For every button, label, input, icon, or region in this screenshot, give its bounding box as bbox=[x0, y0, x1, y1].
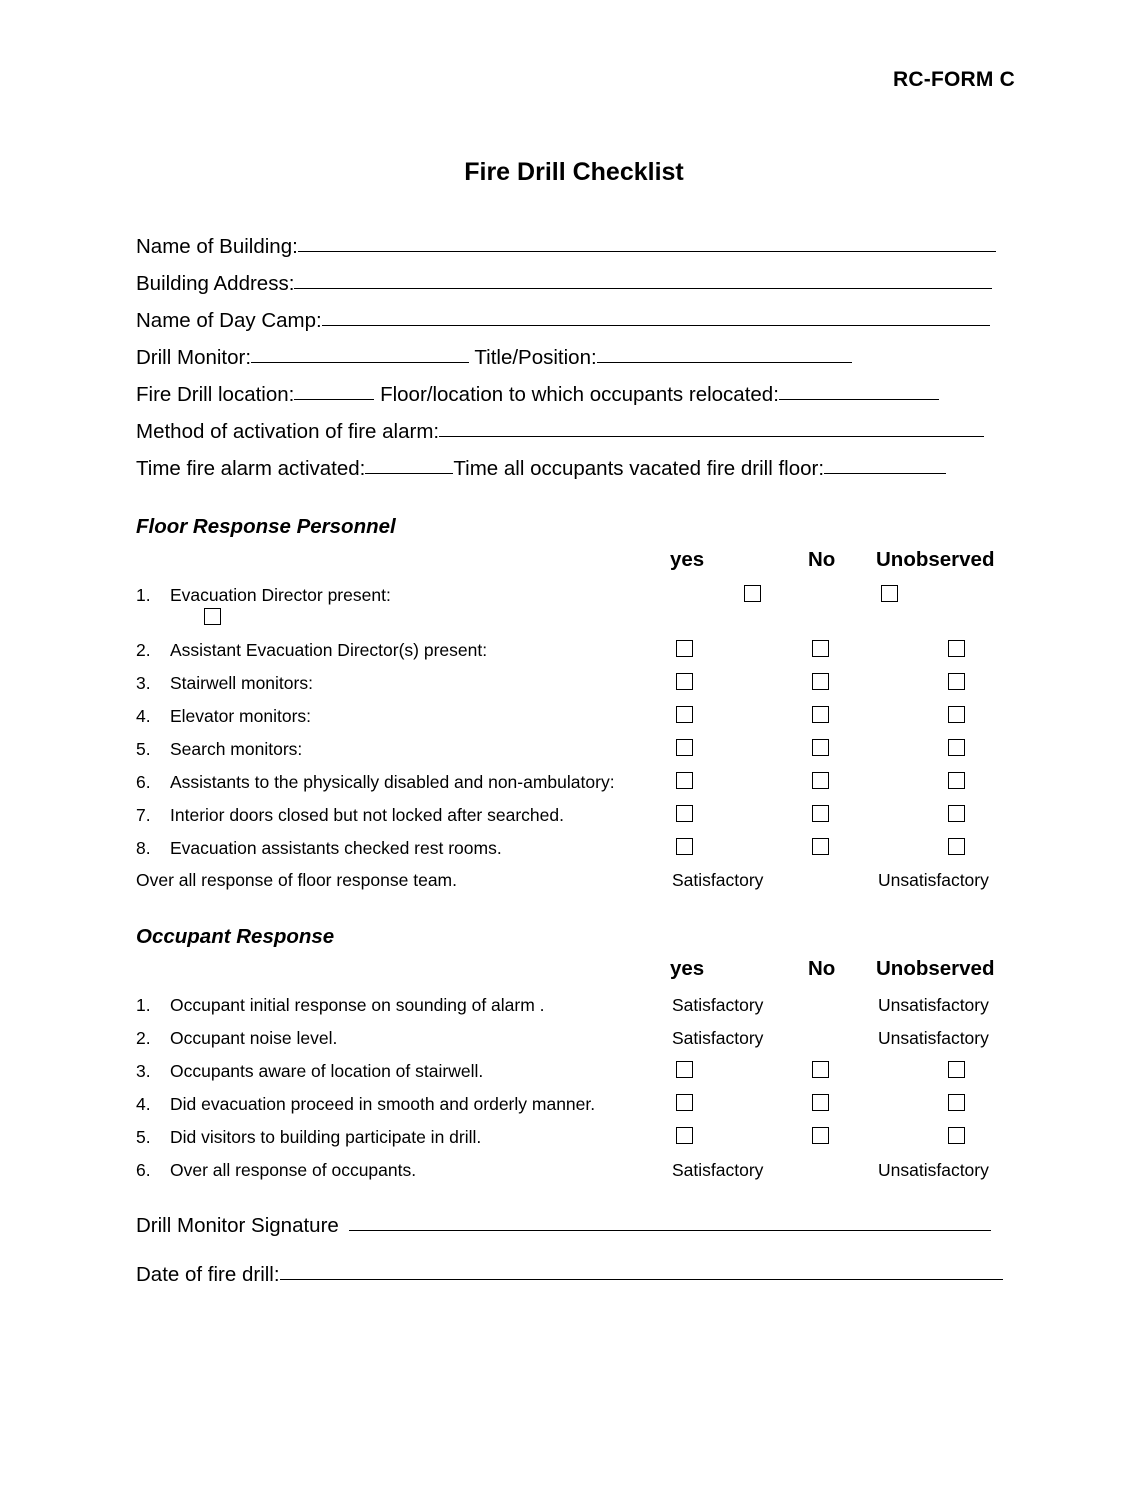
checkbox-unobserved[interactable] bbox=[948, 1094, 965, 1111]
field-name-of-building bbox=[136, 228, 1018, 265]
row-label: Interior doors closed but not locked after searched. bbox=[170, 805, 564, 825]
field-label-title-position: Title/Position: bbox=[474, 346, 597, 369]
row-number: 1. bbox=[136, 995, 151, 1015]
row-number: 7. bbox=[136, 805, 151, 825]
title-position-input[interactable] bbox=[597, 345, 852, 363]
method-of-activation-input[interactable] bbox=[439, 419, 984, 437]
column-header-yes-occupant: yes bbox=[670, 957, 705, 980]
row-number: 6. bbox=[136, 772, 151, 792]
row-number: 2. bbox=[136, 640, 151, 660]
time-vacated-input[interactable] bbox=[824, 456, 946, 474]
field-label: Date of fire drill: bbox=[136, 1263, 280, 1286]
row-label: Assistants to the physically disabled and non-ambulatory: bbox=[170, 772, 615, 792]
column-header-unobserved-floor: Unobserved bbox=[876, 548, 995, 571]
column-header-yes-floor: yes bbox=[670, 548, 705, 571]
row-number: 3. bbox=[136, 1061, 151, 1081]
checkbox-no[interactable] bbox=[812, 1127, 829, 1144]
row-number: 4. bbox=[136, 706, 151, 726]
section-heading-occupant-response: Occupant Response bbox=[136, 925, 335, 948]
row-label: Search monitors: bbox=[170, 739, 303, 759]
building-address-input[interactable] bbox=[294, 271, 992, 289]
field-name-of-day-camp bbox=[136, 302, 1018, 339]
name-of-day-camp-input[interactable] bbox=[322, 308, 990, 326]
checkbox-no[interactable] bbox=[812, 739, 829, 756]
field-label: Drill Monitor: bbox=[136, 346, 252, 369]
field-label-floor-relocated: Floor/location to which occupants relocated: bbox=[380, 383, 779, 406]
column-header-no-floor: No bbox=[808, 548, 836, 571]
checkbox-yes[interactable] bbox=[676, 805, 693, 822]
field-label: Drill Monitor Signature bbox=[136, 1214, 339, 1237]
column-header-no-occupant: No bbox=[808, 957, 836, 980]
row-number: 2. bbox=[136, 1028, 151, 1048]
row-number: 8. bbox=[136, 838, 151, 858]
checkbox-unobserved[interactable] bbox=[948, 1127, 965, 1144]
checkbox-yes[interactable] bbox=[676, 1127, 693, 1144]
checkbox-no[interactable] bbox=[812, 838, 829, 855]
checkbox-yes[interactable] bbox=[676, 1094, 693, 1111]
field-label: Method of activation of fire alarm: bbox=[136, 420, 440, 443]
fire-drill-location-input[interactable] bbox=[294, 382, 374, 400]
row-number: 4. bbox=[136, 1094, 151, 1114]
field-time-alarm bbox=[136, 450, 1018, 487]
checkbox-no[interactable] bbox=[812, 772, 829, 789]
checkbox-unobserved[interactable] bbox=[948, 805, 965, 822]
checkbox-unobserved[interactable] bbox=[948, 673, 965, 690]
row-label: Occupant noise level. bbox=[170, 1028, 338, 1048]
rating-unsatisfactory[interactable]: Unsatisfactory bbox=[878, 1160, 989, 1180]
row-number: 3. bbox=[136, 673, 151, 693]
field-label: Fire Drill location: bbox=[136, 383, 295, 406]
checkbox-yes[interactable] bbox=[676, 838, 693, 855]
field-building-address bbox=[136, 265, 1018, 302]
rating-unsatisfactory[interactable]: Unsatisfactory bbox=[878, 870, 989, 890]
field-method-of-activation bbox=[136, 413, 1018, 450]
rating-satisfactory[interactable]: Satisfactory bbox=[672, 1028, 764, 1048]
rating-unsatisfactory[interactable]: Unsatisfactory bbox=[878, 1028, 989, 1048]
rating-satisfactory[interactable]: Satisfactory bbox=[672, 870, 764, 890]
checkbox-yes[interactable] bbox=[676, 640, 693, 657]
rating-satisfactory[interactable]: Satisfactory bbox=[672, 995, 764, 1015]
row-number: 1. bbox=[136, 585, 151, 605]
row-label: Over all response of floor response team. bbox=[136, 870, 457, 890]
field-label: Time fire alarm activated: bbox=[136, 457, 366, 480]
checkbox-no[interactable] bbox=[812, 673, 829, 690]
checkbox-unobserved[interactable] bbox=[948, 739, 965, 756]
field-fire-drill-location bbox=[136, 376, 1018, 413]
row-label: Elevator monitors: bbox=[170, 706, 312, 726]
row-number: 5. bbox=[136, 1127, 151, 1147]
form-fields bbox=[136, 228, 1018, 487]
floor-relocated-input[interactable] bbox=[779, 382, 939, 400]
field-drill-monitor bbox=[136, 339, 1018, 376]
section-heading-floor-response: Floor Response Personnel bbox=[136, 515, 396, 538]
row-label: Did evacuation proceed in smooth and orderly manner. bbox=[170, 1094, 596, 1114]
checkbox-yes[interactable] bbox=[744, 585, 761, 602]
checkbox-yes[interactable] bbox=[676, 706, 693, 723]
checkbox-no[interactable] bbox=[881, 585, 898, 602]
checkbox-no[interactable] bbox=[812, 1061, 829, 1078]
column-header-unobserved-occupant: Unobserved bbox=[876, 957, 995, 980]
checkbox-unobserved[interactable] bbox=[948, 640, 965, 657]
rating-unsatisfactory[interactable]: Unsatisfactory bbox=[878, 995, 989, 1015]
row-label: Assistant Evacuation Director(s) present: bbox=[170, 640, 488, 660]
row-label: Evacuation assistants checked rest rooms. bbox=[170, 838, 502, 858]
checkbox-yes[interactable] bbox=[676, 772, 693, 789]
checkbox-unobserved[interactable] bbox=[948, 1061, 965, 1078]
row-number: 6. bbox=[136, 1160, 151, 1180]
checkbox-unobserved[interactable] bbox=[948, 772, 965, 789]
row-label: Stairwell monitors: bbox=[170, 673, 313, 693]
row-label: Over all response of occupants. bbox=[170, 1160, 417, 1180]
row-label: Did visitors to building participate in drill. bbox=[170, 1127, 482, 1147]
rating-satisfactory[interactable]: Satisfactory bbox=[672, 1160, 764, 1180]
drill-monitor-input[interactable] bbox=[251, 345, 469, 363]
field-label-time-vacated: Time all occupants vacated fire drill floor: bbox=[453, 457, 825, 480]
checkbox-no[interactable] bbox=[812, 640, 829, 657]
field-label: Building Address: bbox=[136, 272, 295, 295]
checkbox-unobserved[interactable] bbox=[948, 838, 965, 855]
row-label: Occupants aware of location of stairwell. bbox=[170, 1061, 484, 1081]
checkbox-no[interactable] bbox=[812, 805, 829, 822]
row-number: 5. bbox=[136, 739, 151, 759]
row-label: Evacuation Director present: bbox=[170, 585, 391, 605]
name-of-building-input[interactable] bbox=[298, 234, 996, 252]
field-label: Name of Day Camp: bbox=[136, 309, 322, 332]
checkbox-unobserved[interactable] bbox=[948, 706, 965, 723]
time-alarm-activated-input[interactable] bbox=[365, 456, 453, 474]
field-drill-monitor-signature bbox=[136, 1213, 991, 1238]
checkbox-yes[interactable] bbox=[676, 739, 693, 756]
date-of-fire-drill-input[interactable] bbox=[280, 1262, 1003, 1280]
row-label: Occupant initial response on sounding of alarm . bbox=[170, 995, 545, 1015]
field-label: Name of Building: bbox=[136, 235, 298, 258]
form-code: RC-FORM C bbox=[893, 68, 1015, 91]
checkbox-unobserved[interactable] bbox=[204, 608, 221, 625]
field-date-of-fire-drill bbox=[136, 1262, 1003, 1287]
checkbox-no[interactable] bbox=[812, 706, 829, 723]
checkbox-yes[interactable] bbox=[676, 673, 693, 690]
page-title: Fire Drill Checklist bbox=[464, 158, 684, 186]
checkbox-no[interactable] bbox=[812, 1094, 829, 1111]
drill-monitor-signature-input[interactable] bbox=[349, 1213, 991, 1231]
checkbox-yes[interactable] bbox=[676, 1061, 693, 1078]
